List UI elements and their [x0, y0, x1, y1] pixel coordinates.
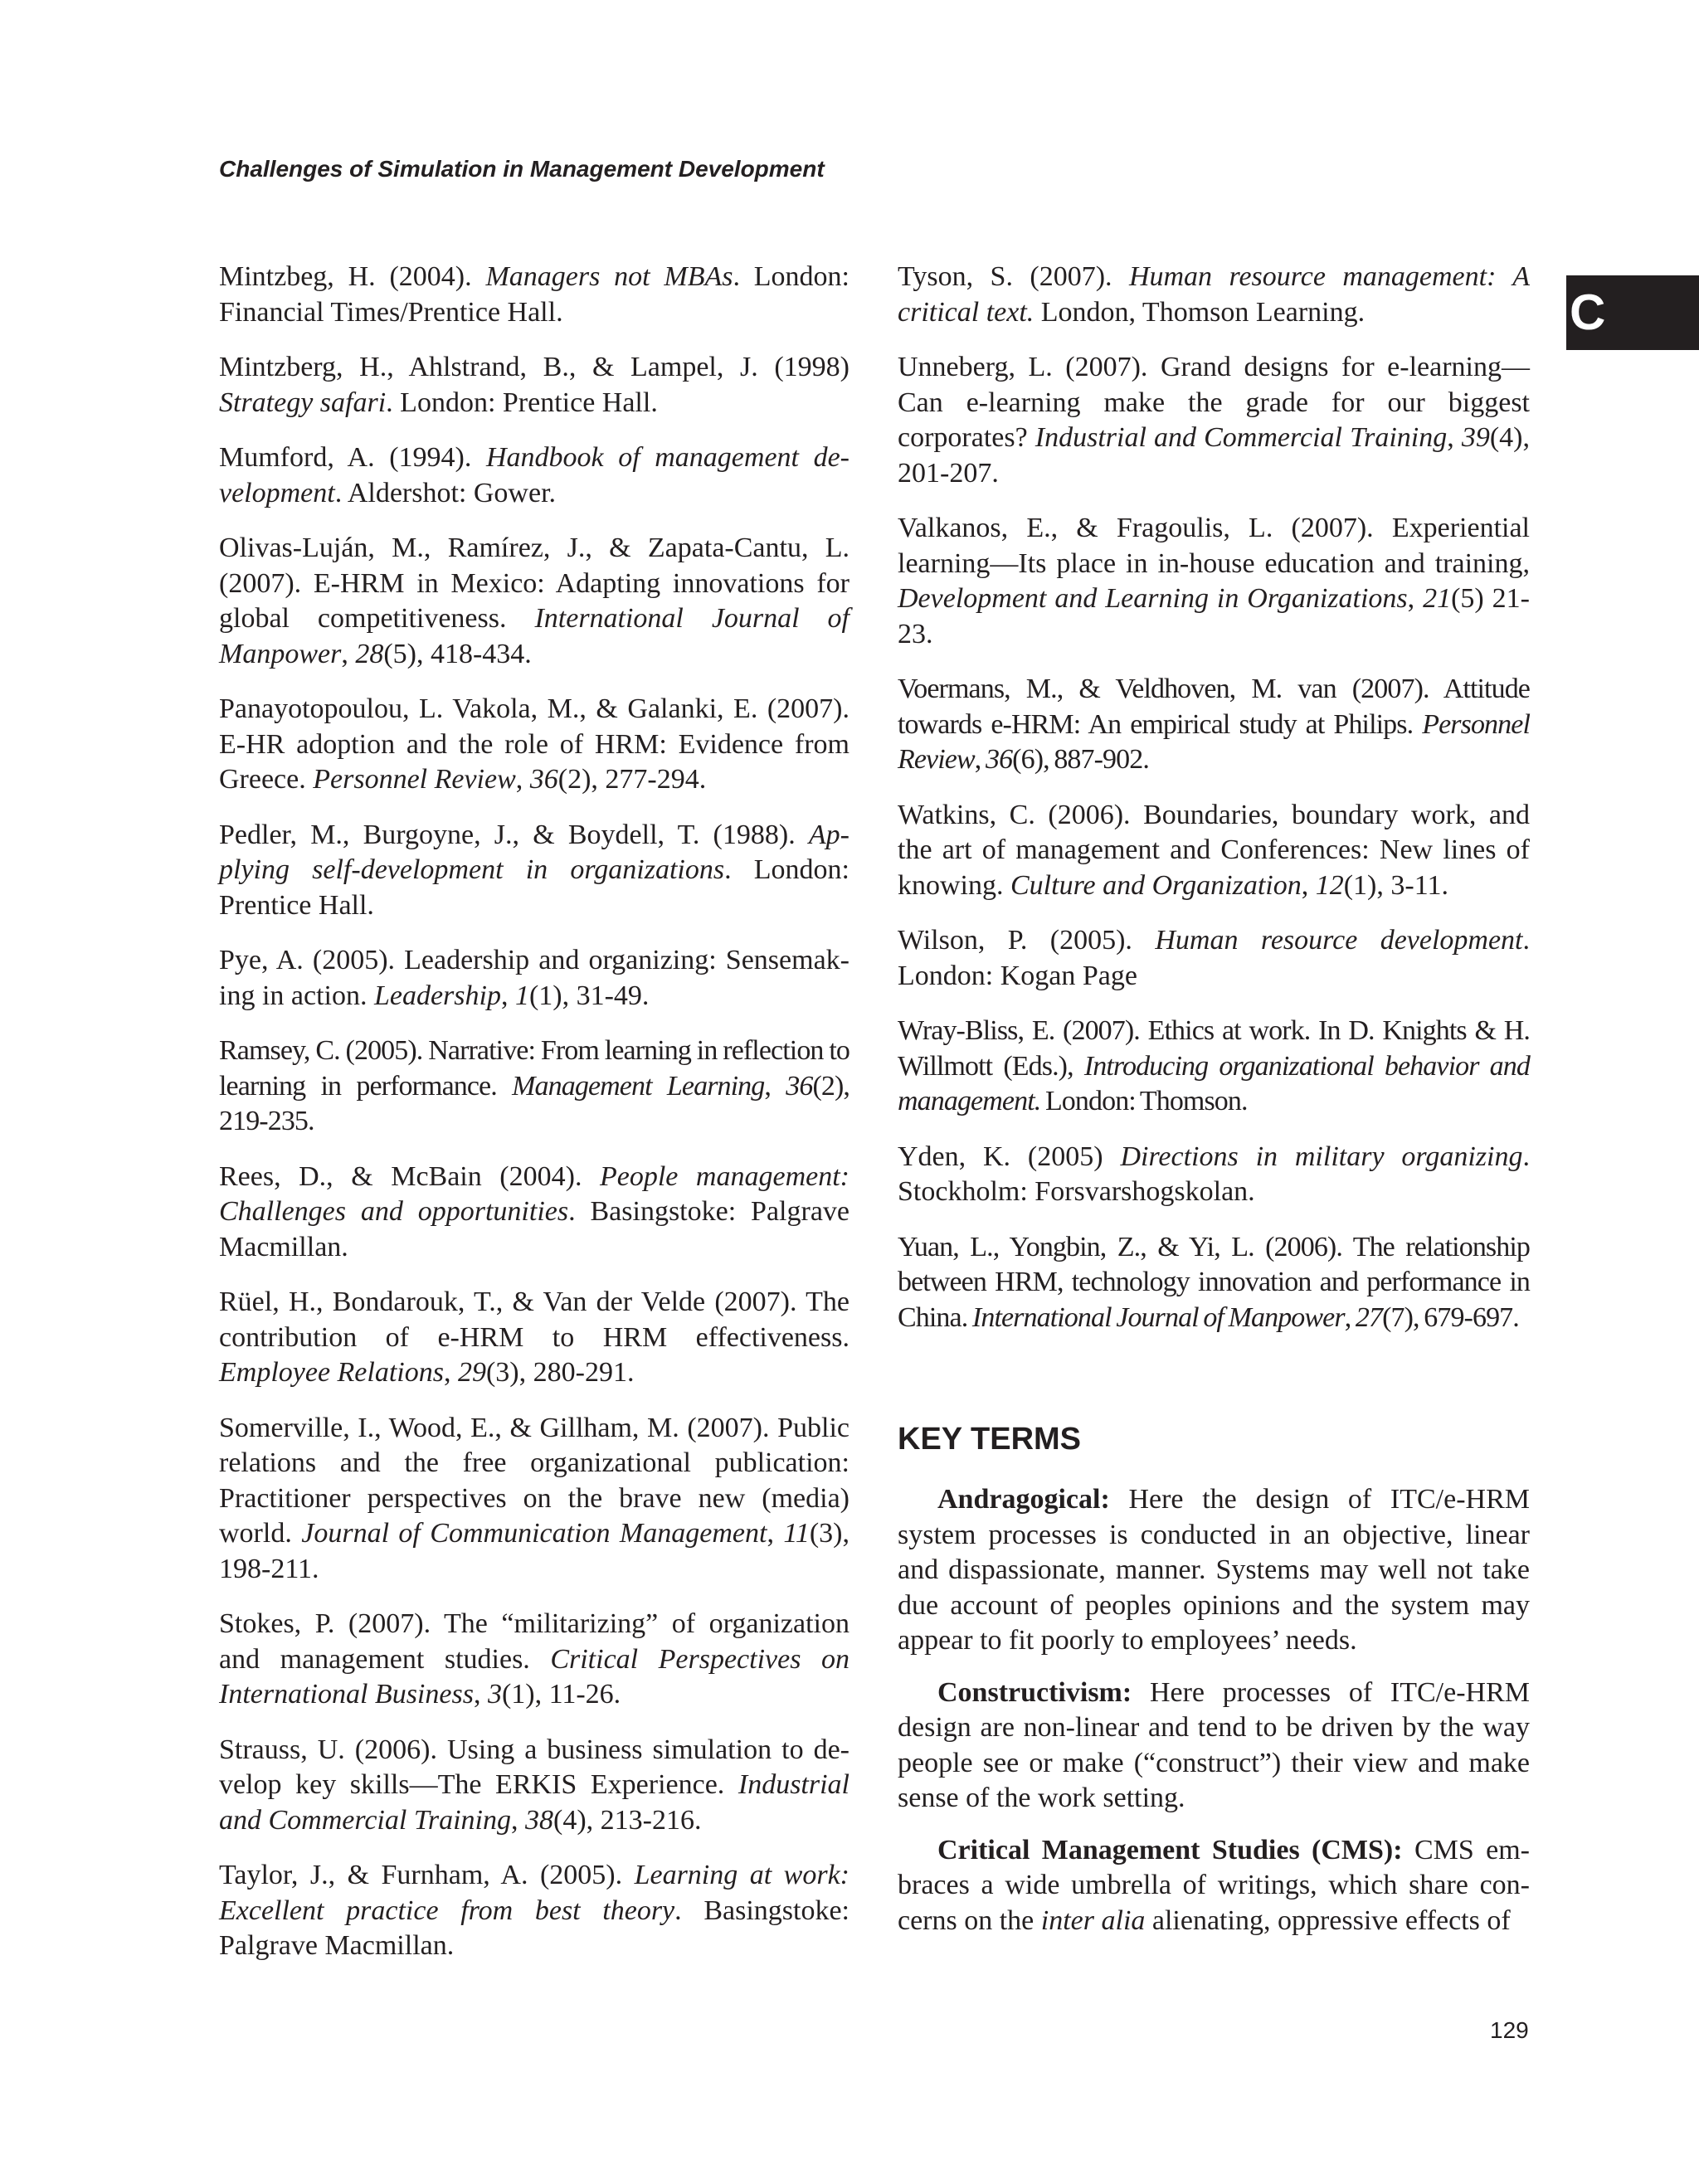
- reference-entry: Pedler, M., Burgoyne, J., & Boydell, T. (1988). Applying self-development in organizations. London: Prentice Hall.: [219, 819, 850, 921]
- section-tab-letter: C: [1570, 285, 1606, 340]
- key-term-entry: Constructivism: Here processes of ITC/e-HRM design are non-linear and tend to be driven by the way people see or make (“construct”) their view and make sense of the work setting.: [898, 1676, 1530, 1813]
- reference-entry: Taylor, J., & Furnham, A. (2005). Learning at work: Excellent practice from best theory. Basingstoke: Palgrave Macmillan.: [219, 1860, 850, 1961]
- reference-entry: Somerville, I., Wood, E., & Gillham, M. (2007). Public relations and the free organizational publication: Practitioner perspectives on the brave new (media) world. Journal of Communication Management, 11(3), 198-211.: [219, 1412, 850, 1584]
- reference-entry: Strauss, U. (2006). Using a business simulation to develop key skills—The ERKIS Experience. Industrial and Commercial Training, 38(4), 213-216.: [219, 1734, 850, 1836]
- reference-entry: Mintzberg, H., Ahlstrand, B., & Lampel, J. (1998) Strategy safari. London: Prentice Hall.: [219, 352, 850, 418]
- reference-entry: Mintzbeg, H. (2004). Managers not MBAs. London: Financial Times/Prentice Hall.: [219, 261, 850, 328]
- reference-entry: Mumford, A. (1994). Handbook of management development. Aldershot: Gower.: [219, 442, 850, 508]
- key-term-label: Constructivism:: [937, 1676, 1132, 1708]
- reference-entry: Watkins, C. (2006). Boundaries, boundary work, and the art of management and Conferences: New lines of knowing. Culture and Organization, 12(1), 3-11.: [898, 799, 1530, 901]
- reference-entry: Yden, K. (2005) Directions in military organizing. Stockholm: Forsvarshogskolan.: [898, 1141, 1531, 1207]
- reference-entry: Stokes, P. (2007). The “militarizing” of organization and management studies. Critical Perspectives on International Business, 3(1), 11-26.: [219, 1608, 850, 1710]
- reference-entry: Wray-Bliss, E. (2007). Ethics at work. In D. Knights & H. Willmott (Eds.), Introducing organizational behavior and management. London: Thomson.: [898, 1015, 1530, 1116]
- section-tab: [1566, 275, 1699, 350]
- reference-entry: Rüel, H., Bondarouk, T., & Van der Velde (2007). The contribution of e-HRM to HRM effectiveness. Employee Relations, 29(3), 280-291.: [219, 1287, 850, 1388]
- reference-entry: Pye, A. (2005). Leadership and organizing: Sensemaking in action. Leadership, 1(1), 31-49.: [219, 945, 850, 1011]
- reference-entry: Wilson, P. (2005). Human resource development. London: Kogan Page: [898, 925, 1530, 991]
- key-term-entry: Critical Management Studies (CMS): CMS embraces a wide umbrella of writings, which share concerns on the inter alia alienating, oppressive effects of: [898, 1834, 1530, 1936]
- reference-entry: Panayotopoulou, L. Vakola, M., & Galanki, E. (2007). E-HR adoption and the role of HRM: Evidence from Greece. Personnel Review, 36(2), 277-294.: [219, 693, 850, 795]
- reference-entry: Yuan, L., Yongbin, Z., & Yi, L. (2006). The relationship between HRM, technology innovation and performance in China. International Journal of Manpower, 27(7), 679-697.: [898, 1231, 1530, 1333]
- reference-entry: Tyson, S. (2007). Human resource management: A critical text. London, Thomson Learning.: [898, 261, 1530, 328]
- running-head: Challenges of Simulation in Management Development: [219, 156, 825, 182]
- page-number: 129: [1490, 2017, 1529, 2043]
- reference-entry: Rees, D., & McBain (2004). People management: Challenges and opportunities. Basingstoke: Palgrave Macmillan.: [219, 1160, 850, 1262]
- reference-entry: Voermans, M., & Veldhoven, M. van (2007). Attitude towards e-HRM: An empirical study at Philips. Personnel Review, 36(6), 887-902.: [898, 674, 1530, 775]
- key-terms-heading: KEY TERMS: [898, 1422, 1082, 1457]
- references-left-column: [219, 260, 850, 1984]
- key-term-entry: Andragogical: Here the design of ITC/e-HRM system processes is conducted in an objective, linear and dispassionate, manner. Systems may well not take due account of peoples opinions and the system may appear to fit poorly to employees’ needs.: [898, 1484, 1530, 1656]
- key-term-label: Critical Management Studies (CMS):: [937, 1834, 1403, 1865]
- reference-entry: Unneberg, L. (2007). Grand designs for e-learning—Can e-learning make the grade for our biggest corporates? Industrial and Commercial Training, 39(4), 201-207.: [898, 352, 1530, 489]
- reference-entry: Valkanos, E., & Fragoulis, L. (2007). Experiential learning—Its place in in-house education and training, Development and Learning in Organizations, 21(5) 21-23.: [898, 513, 1530, 649]
- reference-entry: Ramsey, C. (2005). Narrative: From learning in reflection to learning in performance. Management Learning, 36(2), 219-235.: [219, 1035, 850, 1136]
- reference-entry: Olivas-Luján, M., Ramírez, J., & Zapata-Cantu, L. (2007). E-HRM in Mexico: Adapting innovations for global competitiveness. International Journal of Manpower, 28(5), 418-434.: [219, 533, 850, 669]
- key-term-label: Andragogical:: [937, 1484, 1110, 1515]
- references-right-column: [898, 260, 1530, 1955]
